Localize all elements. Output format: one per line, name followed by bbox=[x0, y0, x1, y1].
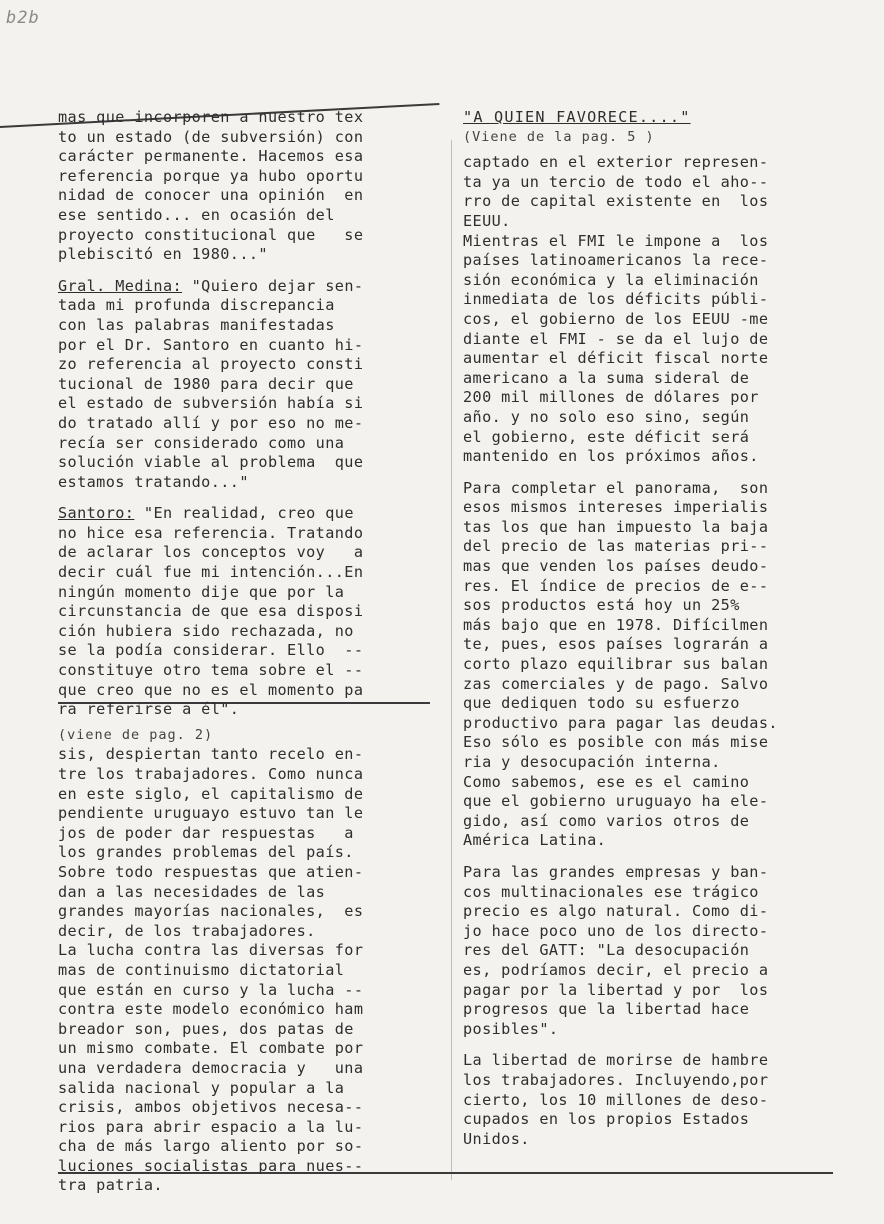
text-line: estamos tratando..." bbox=[58, 472, 249, 491]
text-line: ningún momento dije que por la bbox=[58, 582, 345, 601]
text-line: 200 mil millones de dólares por bbox=[463, 388, 759, 407]
text-line: tada mi profunda discrepancia bbox=[58, 296, 335, 315]
speaker-name: Gral. Medina: bbox=[58, 276, 183, 295]
text-line: rro de capital existente en los bbox=[463, 192, 769, 211]
text-line: Mientras el FMI le impone a los bbox=[463, 231, 769, 250]
text-line: que dediquen todo su esfuerzo bbox=[463, 694, 740, 713]
text-line: Sobre todo respuestas que atien- bbox=[58, 862, 364, 881]
text-line: dan a las necesidades de las bbox=[58, 882, 326, 901]
text-line: no hice esa referencia. Tratando bbox=[58, 523, 364, 542]
text-line: americano a la suma sideral de bbox=[463, 368, 750, 387]
text-line: Unidos. bbox=[463, 1129, 530, 1148]
raw-materials-paragraph bbox=[463, 479, 843, 851]
closing-paragraph bbox=[463, 1051, 843, 1149]
text-line: EEUU. bbox=[463, 211, 511, 230]
text-line: por el Dr. Santoro en cuanto hi- bbox=[58, 335, 364, 354]
constitution-paragraph bbox=[58, 108, 438, 265]
continued-from-note: (viene de pag. 2) bbox=[58, 726, 214, 743]
text-line: captado en el exterior represen- bbox=[463, 153, 769, 172]
text-line: Como sabemos, ese es el camino bbox=[463, 772, 750, 791]
text-line: zo referencia al proyecto consti bbox=[58, 355, 364, 374]
text-line: jo hace poco uno de los directo- bbox=[463, 921, 769, 940]
text-line: precio es algo natural. Como di- bbox=[463, 902, 769, 921]
text-line: año. y no solo eso sino, según bbox=[463, 407, 750, 426]
text-line: se la podía considerar. Ello -- bbox=[58, 641, 364, 660]
text-line: del precio de las materias pri-- bbox=[463, 537, 769, 556]
text-line bbox=[58, 504, 438, 524]
text-line: aumentar el déficit fiscal norte bbox=[463, 349, 769, 368]
text-line: plebiscitó en 1980..." bbox=[58, 245, 268, 264]
speaker-name: Santoro: bbox=[58, 504, 135, 523]
left-column bbox=[58, 108, 438, 1196]
text-line: es, podríamos decir, el precio a bbox=[463, 960, 769, 979]
text-line: circunstancia de que esa disposi bbox=[58, 602, 364, 621]
text-line: tucional de 1980 para decir que bbox=[58, 374, 354, 393]
text-line: res. El índice de precios de e-- bbox=[463, 576, 769, 595]
text-line: tre los trabajadores. Como nunca bbox=[58, 765, 364, 783]
text-span: "En realidad, creo que bbox=[134, 504, 354, 523]
text-line: mas que incorporen a nuestro tex bbox=[58, 108, 364, 126]
text-line: salida nacional y popular a la bbox=[58, 1078, 345, 1097]
text-line: los trabajadores. Incluyendo,por bbox=[463, 1070, 769, 1089]
text-line: pendiente uruguayo estuvo tan le bbox=[58, 804, 364, 823]
text-line: el estado de subversión había si bbox=[58, 394, 364, 413]
text-line: gido, así como varios otros de bbox=[463, 811, 750, 830]
text-line: ra referirse a él". bbox=[58, 700, 240, 719]
text-line: luciones socialistas para nues-- bbox=[58, 1156, 364, 1175]
page-number-mark: b2b bbox=[6, 8, 40, 28]
text-line: do tratado allí y por eso no me- bbox=[58, 413, 364, 432]
text-line: progresos que la libertad hace bbox=[463, 1000, 750, 1019]
text-line: esos mismos intereses imperialis bbox=[463, 498, 769, 517]
text-line: sión económica y la eliminación bbox=[463, 270, 759, 289]
text-line: inmediata de los déficits públi- bbox=[463, 290, 769, 309]
text-line: países latinoamericanos la rece- bbox=[463, 251, 769, 270]
text-line: jos de poder dar respuestas a bbox=[58, 823, 354, 842]
text-line: tra patria. bbox=[58, 1176, 163, 1195]
right-column bbox=[463, 108, 843, 1149]
text-line: zas comerciales y de pago. Salvo bbox=[463, 674, 769, 693]
text-line: posibles". bbox=[463, 1019, 559, 1038]
text-line: ese sentido... en ocasión del bbox=[58, 205, 335, 224]
medina-statement bbox=[58, 277, 438, 493]
text-line: referencia porque ya hubo oportu bbox=[58, 166, 364, 185]
text-line: diante el FMI - se da el lujo de bbox=[463, 329, 769, 348]
text-line: to un estado (de subversión) con bbox=[58, 127, 364, 146]
text-line: más bajo que en 1978. Difícilmen bbox=[463, 615, 769, 634]
text-line: ria y desocupación interna. bbox=[463, 753, 721, 771]
text-line: América Latina. bbox=[463, 831, 607, 850]
text-line bbox=[58, 277, 438, 297]
text-line: res del GATT: "La desocupación bbox=[463, 941, 750, 960]
text-line: cha de más largo aliento por so- bbox=[58, 1137, 364, 1156]
text-line: corto plazo equilibrar sus balan bbox=[463, 655, 769, 674]
text-line: contra este modelo económico ham bbox=[58, 1000, 364, 1019]
text-line: una verdadera democracia y una bbox=[58, 1058, 364, 1077]
text-line: decir, de los trabajadores. bbox=[58, 921, 316, 940]
text-line: con las palabras manifestadas bbox=[58, 315, 335, 334]
text-line: pagar por la libertad y por los bbox=[463, 980, 769, 999]
text-line: los grandes problemas del país. bbox=[58, 843, 354, 862]
article-heading: "A QUIEN FAVORECE...." bbox=[463, 108, 691, 126]
text-line: proyecto constitucional que se bbox=[58, 225, 364, 244]
text-line: ción hubiera sido rechazada, no bbox=[58, 621, 354, 640]
text-line: La libertad de morirse de hambre bbox=[463, 1051, 769, 1070]
text-line: cos, el gobierno de los EEUU -me bbox=[463, 309, 769, 328]
continued-from-note: (Viene de la pag. 5 ) bbox=[463, 128, 655, 145]
text-line: ta ya un tercio de todo el aho-- bbox=[463, 172, 769, 191]
text-line: Para completar el panorama, son bbox=[463, 478, 769, 497]
text-line: el gobierno, este déficit será bbox=[463, 427, 750, 446]
imf-paragraph bbox=[463, 153, 843, 467]
text-line: que creo que no es el momento pa bbox=[58, 680, 364, 699]
text-line: solución viable al problema que bbox=[58, 453, 364, 472]
text-line: constituye otro tema sobre el -- bbox=[58, 661, 364, 680]
text-line: que el gobierno uruguayo ha ele- bbox=[463, 792, 769, 811]
continuation-section bbox=[58, 726, 438, 1196]
text-line: de aclarar los conceptos voy a bbox=[58, 543, 364, 562]
gatt-paragraph bbox=[463, 863, 843, 1039]
text-line: recía ser considerado como una bbox=[58, 433, 345, 452]
text-line: te, pues, esos países lograrán a bbox=[463, 635, 769, 654]
text-line: Eso sólo es posible con más mise bbox=[463, 733, 769, 752]
text-line: carácter permanente. Hacemos esa bbox=[58, 147, 364, 166]
text-line: un mismo combate. El combate por bbox=[58, 1039, 364, 1058]
text-line: Para las grandes empresas y ban- bbox=[463, 862, 769, 881]
text-line: tas los que han impuesto la baja bbox=[463, 517, 769, 536]
column-divider bbox=[451, 140, 452, 1180]
text-line: cupados en los propios Estados bbox=[463, 1110, 750, 1129]
text-line: cos multinacionales ese trágico bbox=[463, 882, 759, 901]
text-line: sis, despiertan tanto recelo en- bbox=[58, 745, 364, 764]
text-line: decir cuál fue mi intención...En bbox=[58, 563, 364, 582]
text-line: mas que venden los países deudo- bbox=[463, 557, 769, 576]
text-line: grandes mayorías nacionales, es bbox=[58, 902, 364, 921]
text-line: mas de continuismo dictatorial bbox=[58, 960, 345, 979]
text-line: mantenido en los próximos años. bbox=[463, 447, 759, 466]
text-line: en este siglo, el capitalismo de bbox=[58, 784, 364, 803]
text-line: La lucha contra las diversas for bbox=[58, 941, 364, 960]
text-line: crisis, ambos objetivos necesa-- bbox=[58, 1098, 364, 1117]
text-line: rios para abrir espacio a la lu- bbox=[58, 1117, 364, 1136]
text-line: sos productos está hoy un 25% bbox=[463, 596, 740, 615]
text-line: cierto, los 10 millones de deso- bbox=[463, 1090, 769, 1109]
santoro-statement bbox=[58, 504, 438, 720]
text-line: nidad de conocer una opinión en bbox=[58, 186, 364, 205]
text-span: "Quiero dejar sen- bbox=[182, 276, 364, 295]
text-line: que están en curso y la lucha -- bbox=[58, 980, 364, 999]
text-line: breador son, pues, dos patas de bbox=[58, 1019, 354, 1038]
text-line: productivo para pagar las deudas. bbox=[463, 713, 778, 732]
